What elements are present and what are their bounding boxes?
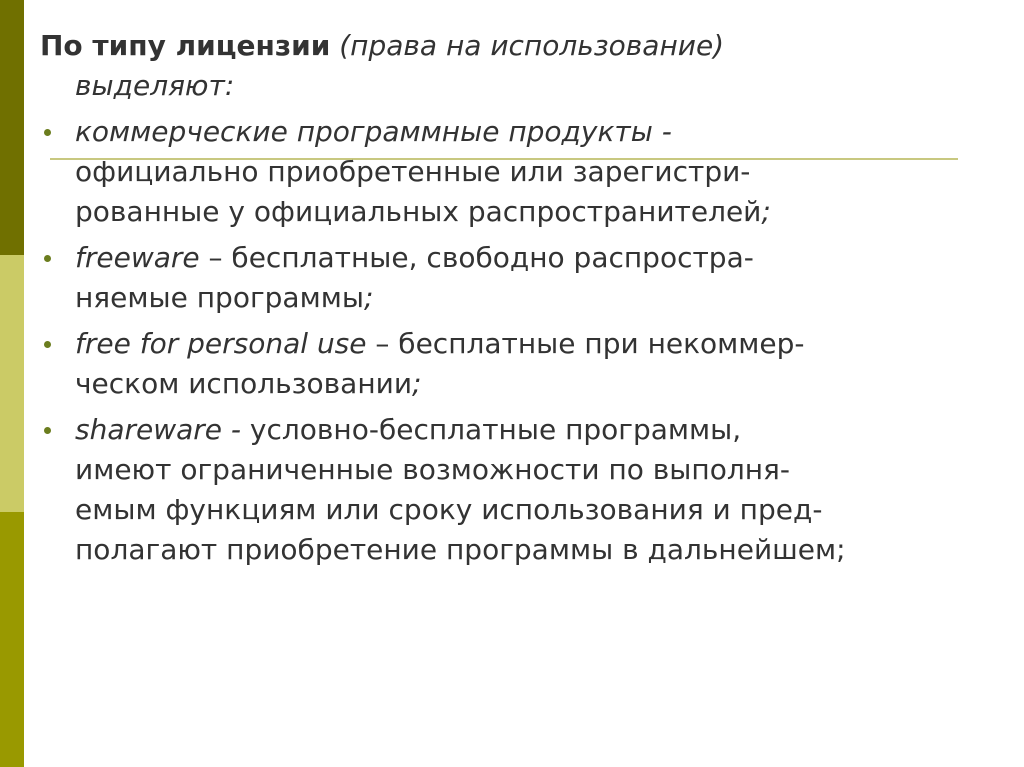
bullet-icon [44,255,51,262]
bullet-icon [44,341,51,348]
item-line [75,238,1000,278]
list-item-free-personal [40,324,1000,404]
item-term: free for personal use [75,327,367,360]
side-bar-middle [0,255,24,512]
item-end: ; [761,195,771,228]
item-rest: условно-бесплатные программы, [241,413,742,446]
intro-cont-text: выделяют: [75,69,235,102]
item-rest: – бесплатные, свободно распростра- [199,241,754,274]
item-line [75,112,1000,152]
bullet-icon [44,427,51,434]
intro-continuation [40,66,1000,106]
item-term: freeware [75,241,200,274]
side-bar-top [0,0,24,255]
item-line [75,278,1000,318]
item-end: ; [412,367,422,400]
item-term: коммерческие программные продукты - [75,115,672,148]
intro-paragraph [40,26,1000,106]
item-line [75,324,1000,364]
side-bar-bottom [0,512,24,767]
item-line [75,192,1000,232]
list-item-freeware [40,238,1000,318]
intro-bold: По типу лицензии [40,29,331,62]
item-line: емым функциям или сроку использования и пред- [75,493,823,526]
item-rest: – бесплатные при некоммер- [366,327,805,360]
item-end: ; [363,281,374,314]
item-term: shareware - [75,413,242,446]
item-line: полагают приобретение программы в дальнейшем; [75,533,846,566]
item-line [75,364,1000,404]
list-item-shareware [40,410,1000,570]
license-list [40,112,1000,570]
item-line-text: ческом использовании [75,367,413,400]
item-line: официально приобретенные или зарегистри- [75,155,751,188]
bullet-icon [44,129,51,136]
slide-content [40,26,1000,576]
item-line: имеют ограниченные возможности по выполня- [75,453,790,486]
item-line-text: рованные у официальных распространителей [75,195,762,228]
intro-italic: (права на использование) [330,29,725,62]
item-line [75,410,1000,450]
list-item-commercial [40,112,1000,232]
item-line-text: няемые программы [75,281,364,314]
